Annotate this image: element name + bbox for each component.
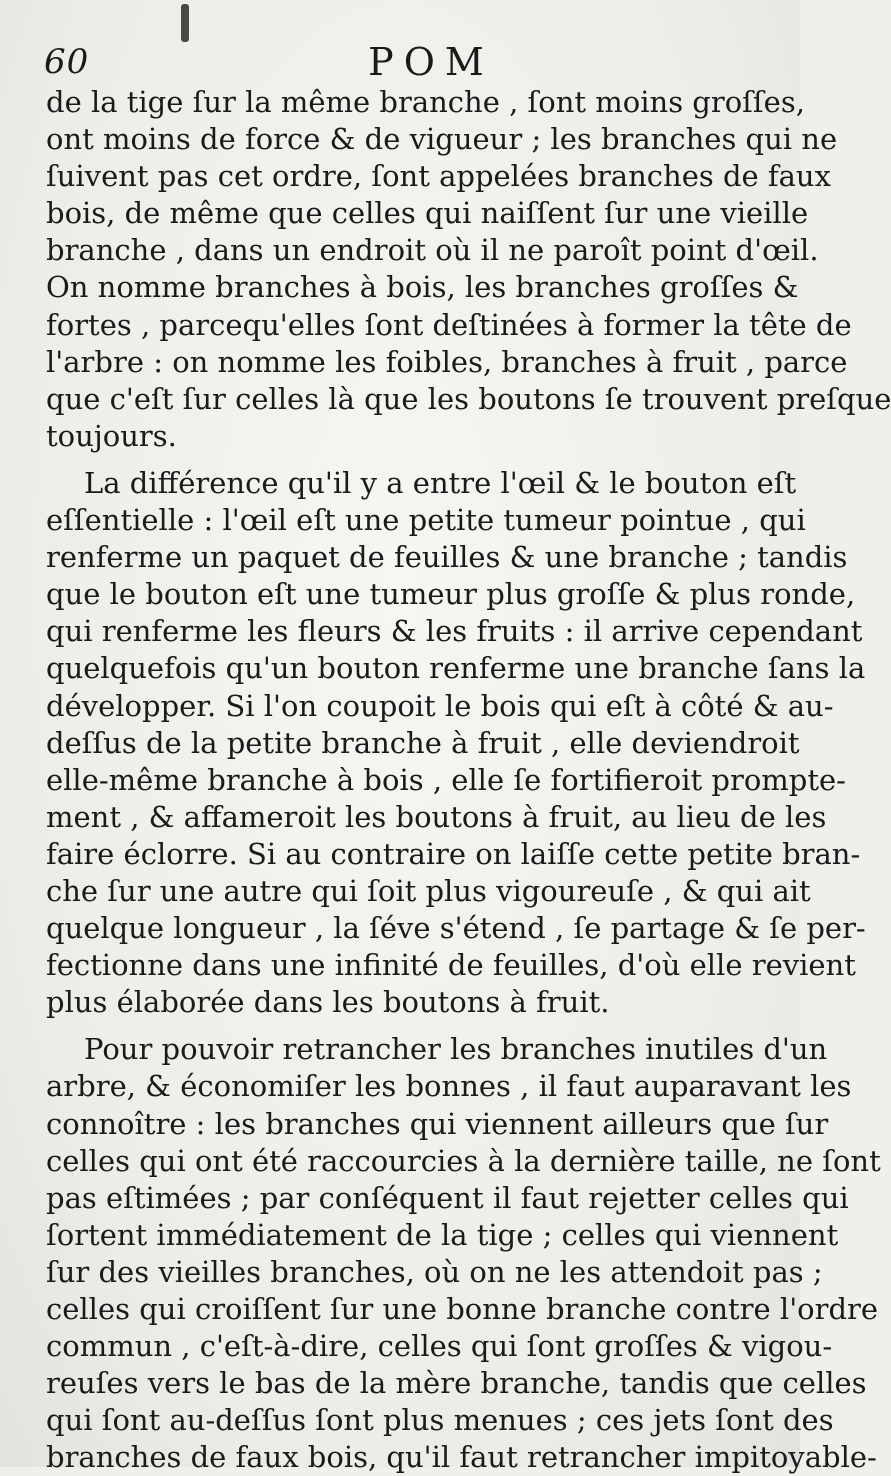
text-line: fectionne dans une infinité de feuilles, d'où elle revient: [46, 948, 856, 983]
text-line: de la tige ſur la même branche , ſont moins groſſes,: [46, 85, 805, 119]
running-head: POM: [368, 40, 494, 84]
text-line: qui renferme les fleurs & les fruits : il arrive cependant: [46, 614, 863, 649]
text-line: ſortent immédiatement de la tige ; celles qui viennent: [46, 1217, 839, 1252]
text-line: celles qui ont été raccourcies à la dernière taille, ne ſont: [46, 1143, 881, 1178]
text-line: fortes , parcequ'elles ſont deſtinées à former la tête de: [46, 307, 852, 342]
text-line: qui ſont au-deſſus ſont plus menues ; ces jets ſont des: [46, 1403, 834, 1438]
text-line: La différence qu'il y a entre l'œil & le bouton eſt: [84, 465, 797, 500]
text-line: ont moins de force & de vigueur ; les branches qui ne: [46, 122, 838, 157]
text-line: che ſur une autre qui ſoit plus vigoureuſe , & qui ait: [46, 873, 811, 908]
text-line: toujours.: [46, 418, 177, 453]
text-line: bois, de même que celles qui naiſſent ſur une vieille: [46, 196, 809, 231]
paragraph-gap: [46, 455, 780, 465]
text-line: faire éclorre. Si au contraire on laiſſe cette petite bran-: [46, 836, 861, 871]
text-line: quelquefois qu'un bouton renferme une branche ſans la: [46, 651, 866, 686]
page-number: 60: [44, 42, 90, 82]
text-line: eſſentielle : l'œil eſt une petite tumeur pointue , qui: [46, 503, 806, 538]
text-line: plus élaborée dans les boutons à fruit.: [46, 985, 610, 1020]
text-line: quelque longueur , la ſéve s'étend , ſe partage & ſe per-: [46, 911, 866, 946]
text-line: que le bouton eſt une tumeur plus groſſe & plus ronde,: [46, 577, 856, 612]
text-line: l'arbre : on nomme les foibles, branches à fruit , parce: [46, 344, 848, 379]
page-header: [44, 38, 778, 88]
text-line: deſſus de la petite branche à fruit , elle deviendroit: [46, 725, 800, 760]
text-line: ment , & affameroit les boutons à fruit, au lieu de les: [46, 799, 827, 834]
paragraph-gap: [46, 1021, 780, 1031]
text-line: développer. Si l'on coupoit le bois qui eſt à côté & au-: [46, 688, 834, 723]
text-line: ſuivent pas cet ordre, ſont appelées branches de faux: [46, 159, 831, 194]
text-line: que c'eſt ſur celles là que les boutons ſe trouvent preſque: [46, 381, 891, 416]
text-line: renferme un paquet de feuilles & une branche ; tandis: [46, 540, 848, 575]
text-line: branche , dans un endroit où il ne paroît point d'œil.: [46, 233, 819, 268]
binding-mark: [181, 4, 189, 42]
paragraph: [46, 84, 891, 455]
text-line: On nomme branches à bois, les branches groſſes &: [46, 270, 799, 305]
text-line: connoître : les branches qui viennent ailleurs que ſur: [46, 1106, 829, 1141]
text-line: branches de faux bois, qu'il faut retrancher impitoyable-: [46, 1440, 877, 1475]
body-text: [46, 84, 891, 1476]
text-line: celles qui croiſſent ſur une bonne branche contre l'ordre: [46, 1292, 879, 1326]
text-line: commun , c'eſt-à-dire, celles qui ſont groſſes & vigou-: [46, 1329, 833, 1364]
text-line: elle-même branche à bois , elle ſe fortifieroit promptе-: [46, 762, 846, 797]
text-line: pas eſtimées ; par conſéquent il faut rejetter celles qui: [46, 1180, 849, 1215]
text-line: reuſes vers le bas de la mère branche, tandis que celles: [46, 1366, 867, 1401]
paragraph: [46, 1031, 881, 1476]
paragraph: [46, 465, 866, 1021]
text-line: Pour pouvoir retrancher les branches inutiles d'un: [84, 1032, 828, 1067]
text-line: ſur des vieilles branches, où on ne les attendoit pas ;: [46, 1254, 823, 1289]
text-line: arbre, & économiſer les bonnes , il faut auparavant les: [46, 1069, 852, 1104]
